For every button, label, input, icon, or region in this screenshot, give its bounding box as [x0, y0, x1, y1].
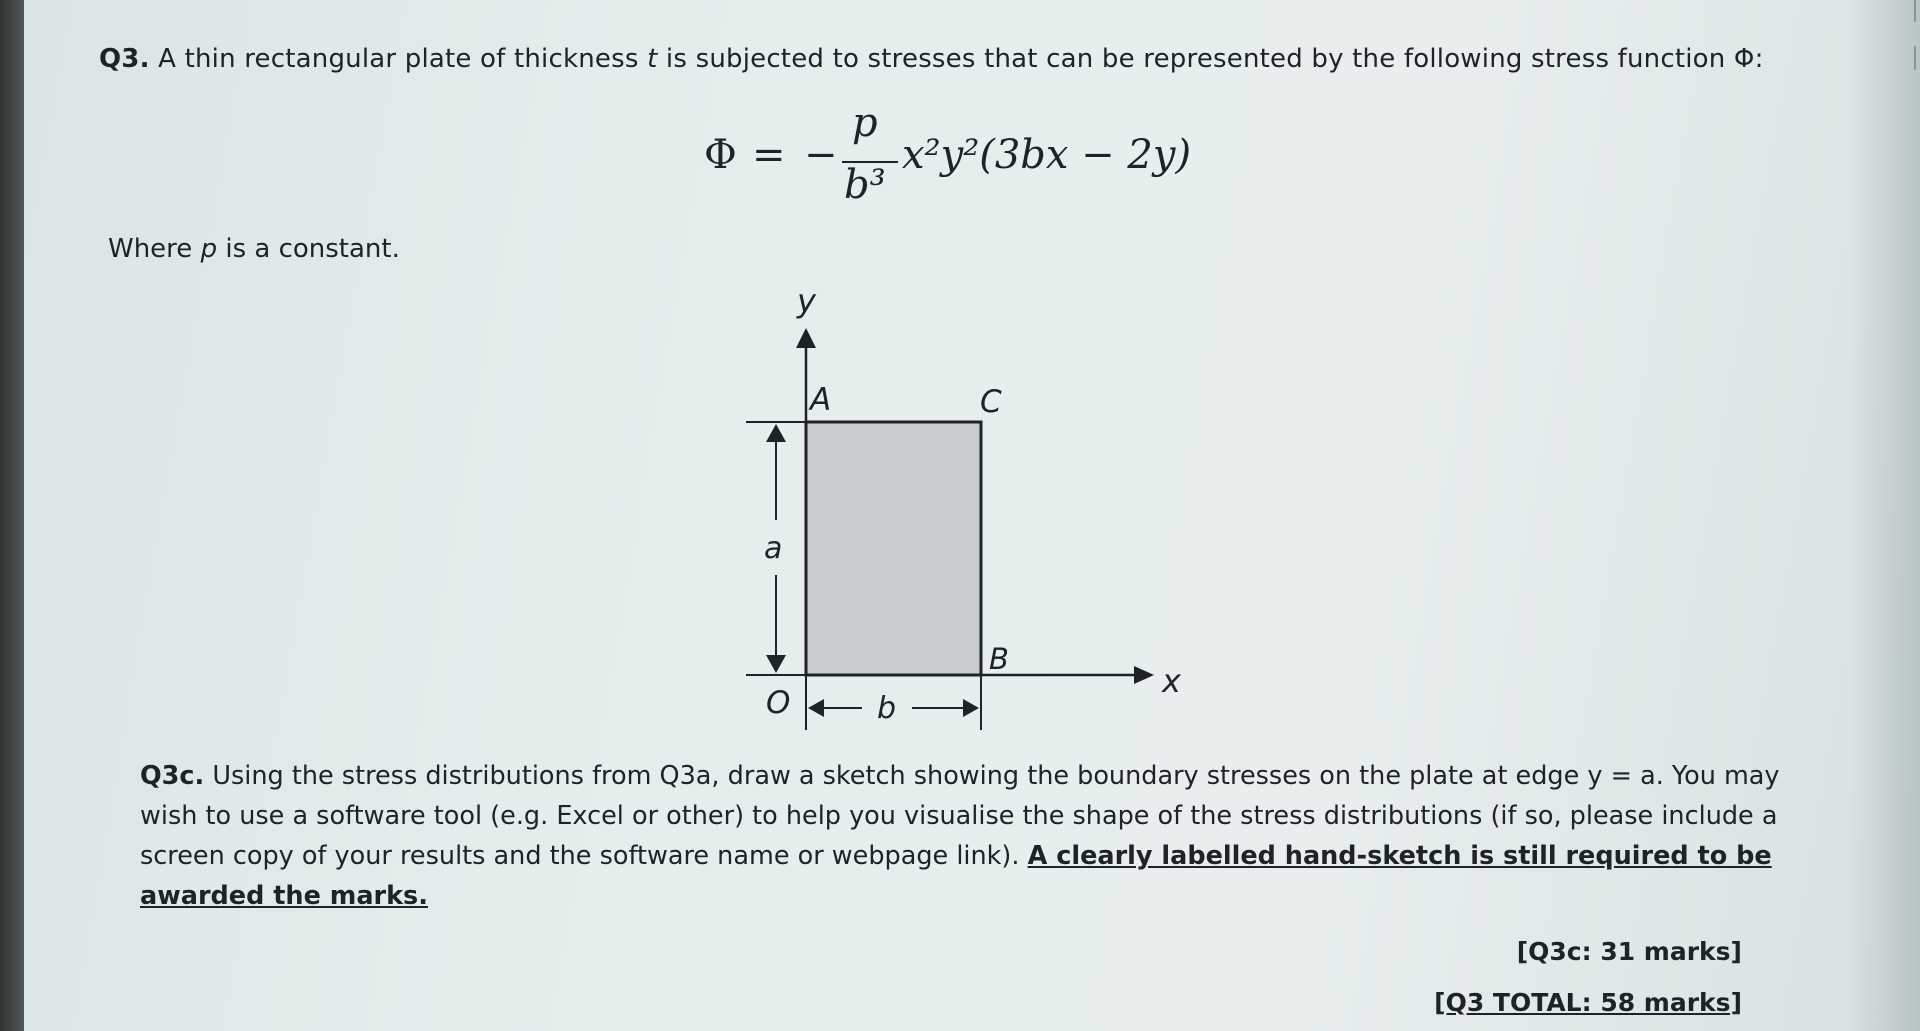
edge-mark-top [1914, 0, 1916, 22]
dim-b-arrow-left [808, 699, 824, 717]
formula-numerator: p [852, 100, 878, 146]
dim-a-arrow-down [766, 655, 786, 673]
q3c-marks: [Q3c: 31 marks] [1516, 937, 1742, 966]
where-statement [108, 234, 400, 264]
q3c-label: Q3c. [140, 761, 205, 791]
question-text-before: A thin rectangular plate of thickness [158, 44, 648, 74]
question-number: Q3. [99, 44, 150, 74]
plate-diagram [714, 280, 1214, 750]
q3c-text: Using the stress distributions from Q3a, draw a sketch showing the boundary stresses on the plate at edge y = a. You may wish to use a software tool (e.g. Excel or other) to help you visualise the shape of the stress distributions (if so, please include a screen copy of your results and the software name or webpage link). [140, 761, 1780, 871]
photo-left-edge [0, 0, 24, 1031]
corner-a-label: A [810, 382, 832, 418]
plate-rectangle [806, 422, 981, 675]
dim-a-arrow-up [766, 424, 786, 442]
formula-equals: = [752, 132, 786, 178]
question-heading [99, 44, 1764, 74]
stress-function-formula [704, 100, 1224, 210]
dim-b-arrow-right [963, 699, 979, 717]
formula-rest: x²y²(3bx − 2y) [902, 132, 1192, 178]
q3c-paragraph [140, 756, 1800, 916]
x-axis-arrowhead [1134, 666, 1154, 684]
x-axis-label: x [1162, 662, 1181, 700]
y-axis-arrowhead [796, 328, 816, 348]
where-before: Where [108, 234, 201, 264]
where-after: is a constant. [217, 234, 400, 264]
where-variable: p [200, 234, 218, 264]
document-page [24, 0, 1920, 1031]
dim-b-label: b [877, 691, 897, 726]
formula-minus: − [804, 132, 838, 178]
corner-c-label: C [980, 384, 1002, 420]
formula-lhs: Φ [704, 132, 737, 178]
origin-label: O [766, 685, 791, 721]
question-text-after: is subjected to stresses that can be represented by the following stress function Φ: [657, 44, 1764, 74]
photo-right-shadow [1850, 0, 1920, 1031]
formula-denominator: b³ [844, 162, 886, 208]
edge-mark-second [1914, 46, 1916, 70]
corner-b-label: B [989, 642, 1009, 676]
thickness-variable: t [647, 44, 658, 74]
q3-total-marks: [Q3 TOTAL: 58 marks] [1434, 988, 1742, 1017]
y-axis-label: y [797, 282, 816, 320]
q3c-emphasis: A clearly labelled hand-sketch is still required to be awarded the marks. [140, 841, 1772, 911]
dim-a-label: a [764, 531, 783, 566]
